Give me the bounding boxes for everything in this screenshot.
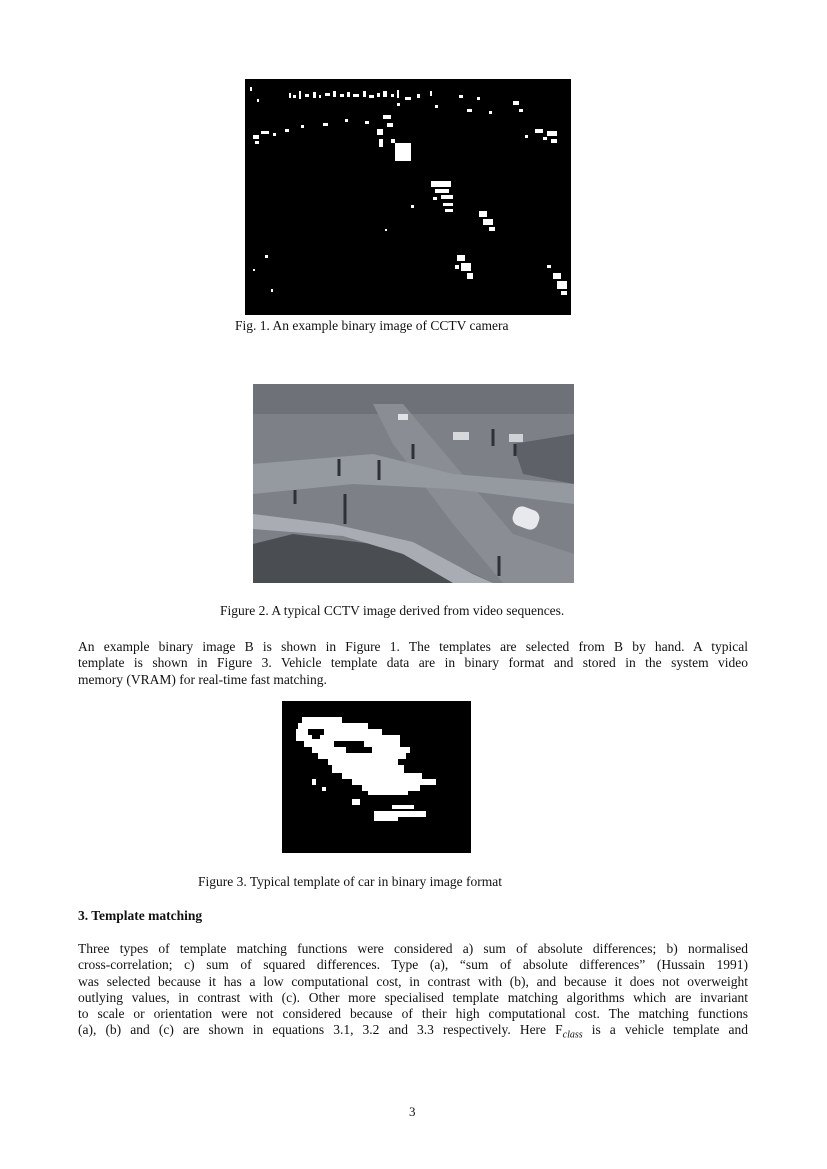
section-line-6-end: is a vehicle template and	[582, 1022, 748, 1038]
figure-3-caption: Figure 3. Typical template of car in binary image format	[198, 874, 502, 889]
section-paragraph	[78, 941, 748, 1044]
section-line-6	[78, 1022, 748, 1044]
figure-2-caption: Figure 2. A typical CCTV image derived from video sequences.	[220, 603, 565, 618]
figure-1-caption: Fig. 1. An example binary image of CCTV camera	[235, 318, 509, 333]
intro-line-3: memory (VRAM) for real-time fast matching.	[78, 671, 327, 687]
figure-2-road-scene	[253, 384, 574, 583]
figure-1-binary-pixels	[245, 79, 571, 315]
figure-3-template-image	[282, 701, 471, 853]
figure-2-cctv-image	[253, 384, 574, 583]
section-line-6-start: (a), (b) and (c) are shown in equations 3.1, 3.2 and 3.3 respectively. Here F	[78, 1022, 563, 1038]
figure-3-car-template-pixels	[282, 701, 471, 853]
intro-line-1: An example binary image B is shown in Figure 1. The templates are selected from B by hand. A typical	[78, 639, 748, 654]
intro-paragraph	[78, 639, 748, 688]
section-heading: 3. Template matching	[78, 908, 203, 923]
section-line-3: was selected because it has a low computational cost, in contrast with (b), and because it does not overweight	[78, 973, 748, 989]
section-line-4: outlying values, in contrast with (c). Other more specialised template matching algorithms which are invariant	[78, 989, 748, 1005]
f-class-subscript: class	[562, 1030, 583, 1042]
page-number: 3	[409, 1104, 416, 1119]
figure-1-binary-image	[245, 79, 571, 315]
section-line-2: cross-correlation; c) sum of squared differences. Type (a), “sum of absolute differences” (Hussain 1991)	[78, 957, 748, 973]
section-line-5: to scale or orientation were not considered because of their high computational cost. The matching functions	[78, 1006, 748, 1022]
intro-line-2: template is shown in Figure 3. Vehicle template data are in binary format and stored in the system video	[78, 655, 748, 671]
section-line-1: Three types of template matching functions were considered a) sum of absolute differences; b) normalised	[78, 941, 748, 956]
